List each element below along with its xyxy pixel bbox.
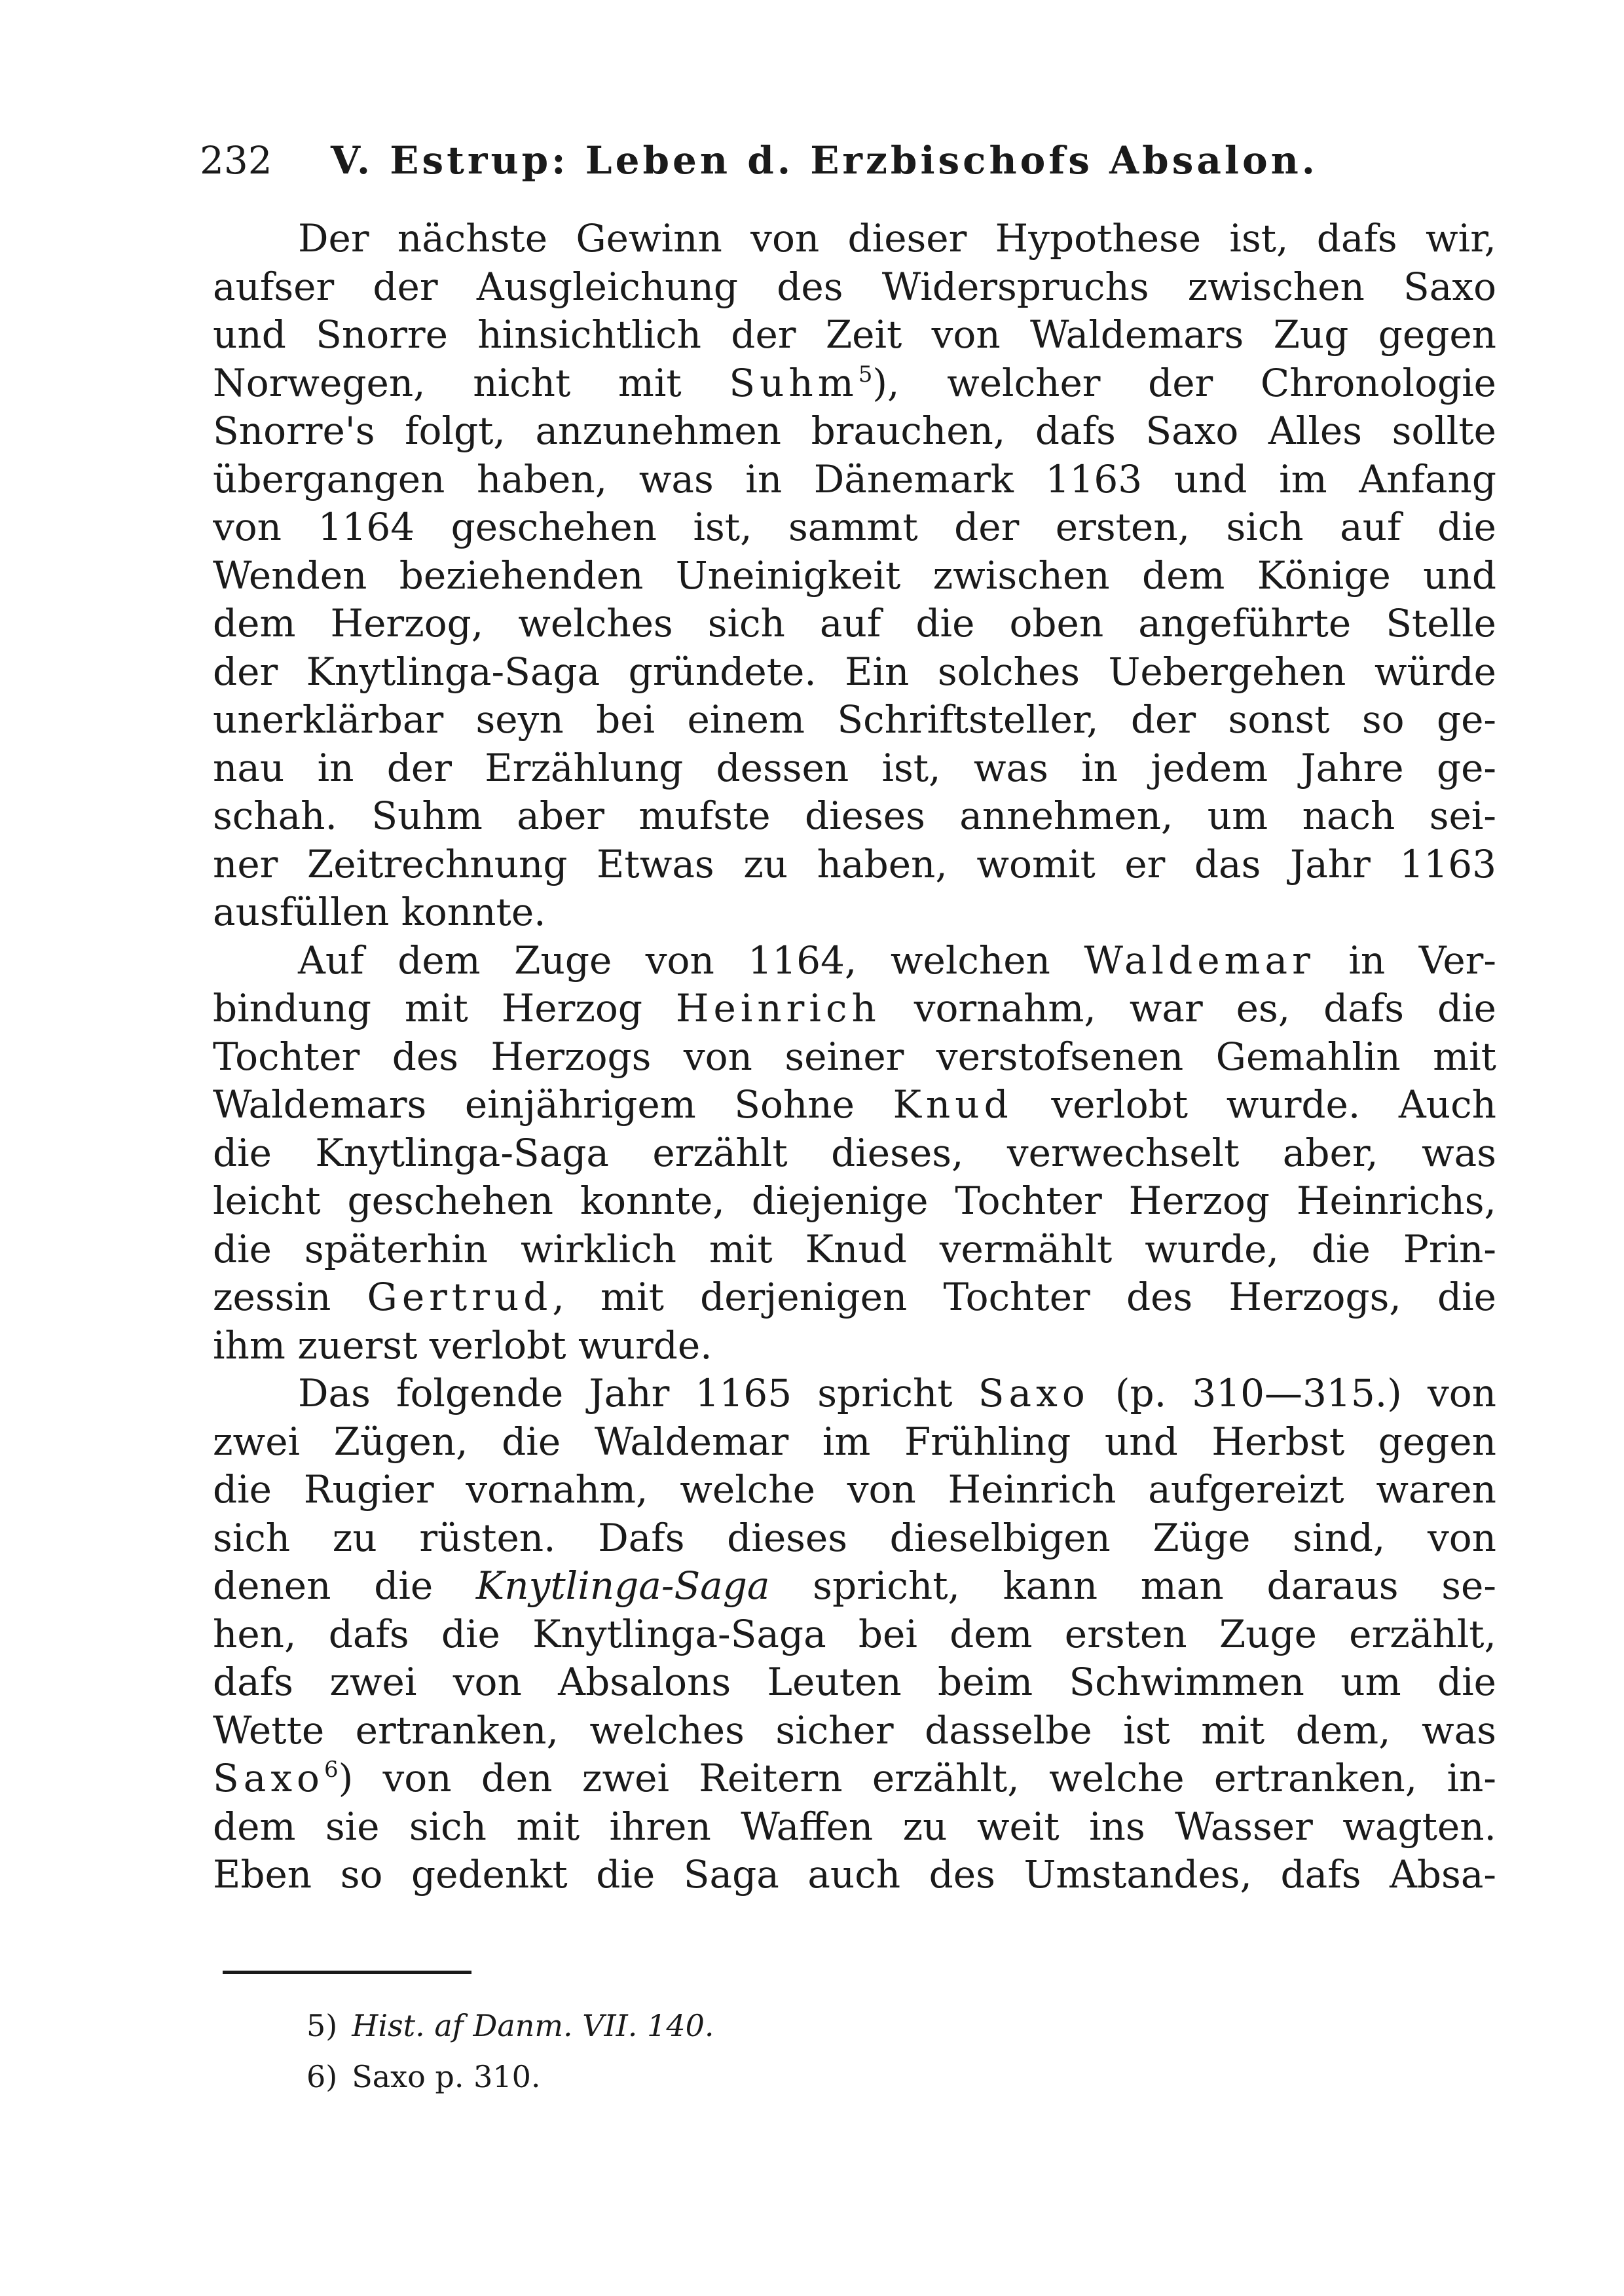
text-line: Snorre's folgt, anzunehmen brauchen, dafs Saxo Alles sollte [213, 409, 1496, 453]
text-line: die Knytlinga-Saga erzählt dieses, verwechselt aber, was [213, 1130, 1496, 1175]
running-title: V. Estrup: Leben d. Erzbischofs Absalon. [331, 138, 1319, 183]
name-heinrich: Heinrich [675, 986, 881, 1030]
page-number: 232 [200, 138, 272, 183]
text-line: Norwegen, nicht mit Suhm$^5$), welcher der Chronologie [213, 360, 1496, 405]
footnote-number: 6) [306, 2059, 338, 2094]
text-line: bindung mit Herzog Heinrich vornahm, war es, dafs die [213, 986, 1496, 1030]
text-line: ausfüllen konnte. [213, 890, 546, 934]
body-text [213, 215, 1496, 1899]
text-line: nau in der Erzählung dessen ist, was in jedem Jahre ge- [213, 745, 1496, 790]
text-line: Der nächste Gewinn von dieser Hypothese ist, dafs wir, [298, 216, 1496, 261]
text-line: unerklärbar seyn bei einem Schriftsteller, der sonst so ge- [213, 697, 1496, 742]
footnote-text: Hist. af Danm. VII. 140. [352, 2008, 714, 2043]
name-knud: Knud [893, 1082, 1013, 1127]
author-name-suhm: Suhm [729, 360, 858, 405]
text-line: leicht geschehen konnte, diejenige Tochter Herzog Heinrichs, [213, 1178, 1496, 1223]
footnotes [306, 2000, 714, 2102]
text-line: zwei Zügen, die Waldemar im Frühling und Herbst gegen [213, 1419, 1496, 1464]
text-line: denen die Knytlinga-Saga spricht, kann man daraus se- [213, 1563, 1496, 1608]
text-line: sich zu rüsten. Dafs dieses dieselbigen Züge sind, von [213, 1515, 1496, 1560]
text-line: Wenden beziehenden Uneinigkeit zwischen dem Könige und [213, 553, 1496, 598]
footnote-text: Saxo p. 310. [352, 2059, 541, 2094]
text-line: dafs zwei von Absalons Leuten beim Schwimmen um die [213, 1660, 1496, 1704]
footnote-5 [306, 2000, 714, 2051]
text-line: Tochter des Herzogs von seiner verstofsenen Gemahlin mit [213, 1034, 1496, 1079]
text-line: übergangen haben, was in Dänemark 1163 und im Anfang [213, 456, 1496, 501]
text-line: und Snorre hinsichtlich der Zeit von Waldemars Zug gegen [213, 312, 1496, 357]
text-line: Saxo$^6$) von den zwei Reitern erzählt, welche ertranken, in- [213, 1756, 1496, 1800]
text-line: Das folgende Jahr 1165 spricht Saxo (p. 310—315.) von [298, 1371, 1496, 1415]
text-line: hen, dafs die Knytlinga-Saga bei dem ersten Zuge erzählt, [213, 1611, 1496, 1656]
running-header [200, 131, 1503, 190]
text-line: ihm zuerst verlobt wurde. [213, 1322, 712, 1368]
text-line: die späterhin wirklich mit Knud vermählt wurde, die Prin- [213, 1226, 1496, 1271]
footnote-ref-6: 6 [323, 1757, 339, 1783]
footnote-number: 5) [306, 2008, 338, 2043]
name-saxo: Saxo [978, 1371, 1090, 1415]
text-line: Wette ertranken, welches sicher dasselbe ist mit dem, was [213, 1707, 1496, 1753]
text-line: dem Herzog, welches sich auf die oben angeführte Stelle [213, 601, 1496, 646]
footnote-rule [223, 1971, 471, 1974]
text-line: von 1164 geschehen ist, sammt der ersten, sich auf die [213, 505, 1496, 549]
name-saxo: Saxo [213, 1756, 324, 1800]
text-line: Auf dem Zuge von 1164, welchen Waldemar in Ver- [298, 938, 1496, 983]
text-line: Eben so gedenkt die Saga auch des Umstandes, dafs Absa- [213, 1852, 1496, 1897]
footnote-ref-5: 5 [858, 361, 873, 388]
name-waldemar: Waldemar [1084, 938, 1315, 983]
text-line: Waldemars einjährigem Sohne Knud verlobt wurde. Auch [213, 1082, 1496, 1127]
text-line: die Rugier vornahm, welche von Heinrich aufgereizt waren [213, 1467, 1496, 1512]
text-line: dem sie sich mit ihren Waffen zu weit ins Wasser wagten. [213, 1804, 1496, 1849]
name-gertrud: Gertrud [367, 1275, 553, 1319]
text-line: ner Zeitrechnung Etwas zu haben, womit er das Jahr 1163 [213, 841, 1496, 886]
text-line: der Knytlinga-Saga gründete. Ein solches Uebergehen würde [213, 649, 1496, 694]
text-line: aufser der Ausgleichung des Widerspruchs zwischen Saxo [213, 264, 1496, 309]
footnote-6 [306, 2051, 714, 2102]
text-line: zessin Gertrud, mit derjenigen Tochter des Herzogs, die [213, 1275, 1496, 1319]
text-line: schah. Suhm aber mufste dieses annehmen, um nach sei- [213, 793, 1496, 838]
title-knytlinga-saga: Knytlinga-Saga [475, 1563, 770, 1608]
